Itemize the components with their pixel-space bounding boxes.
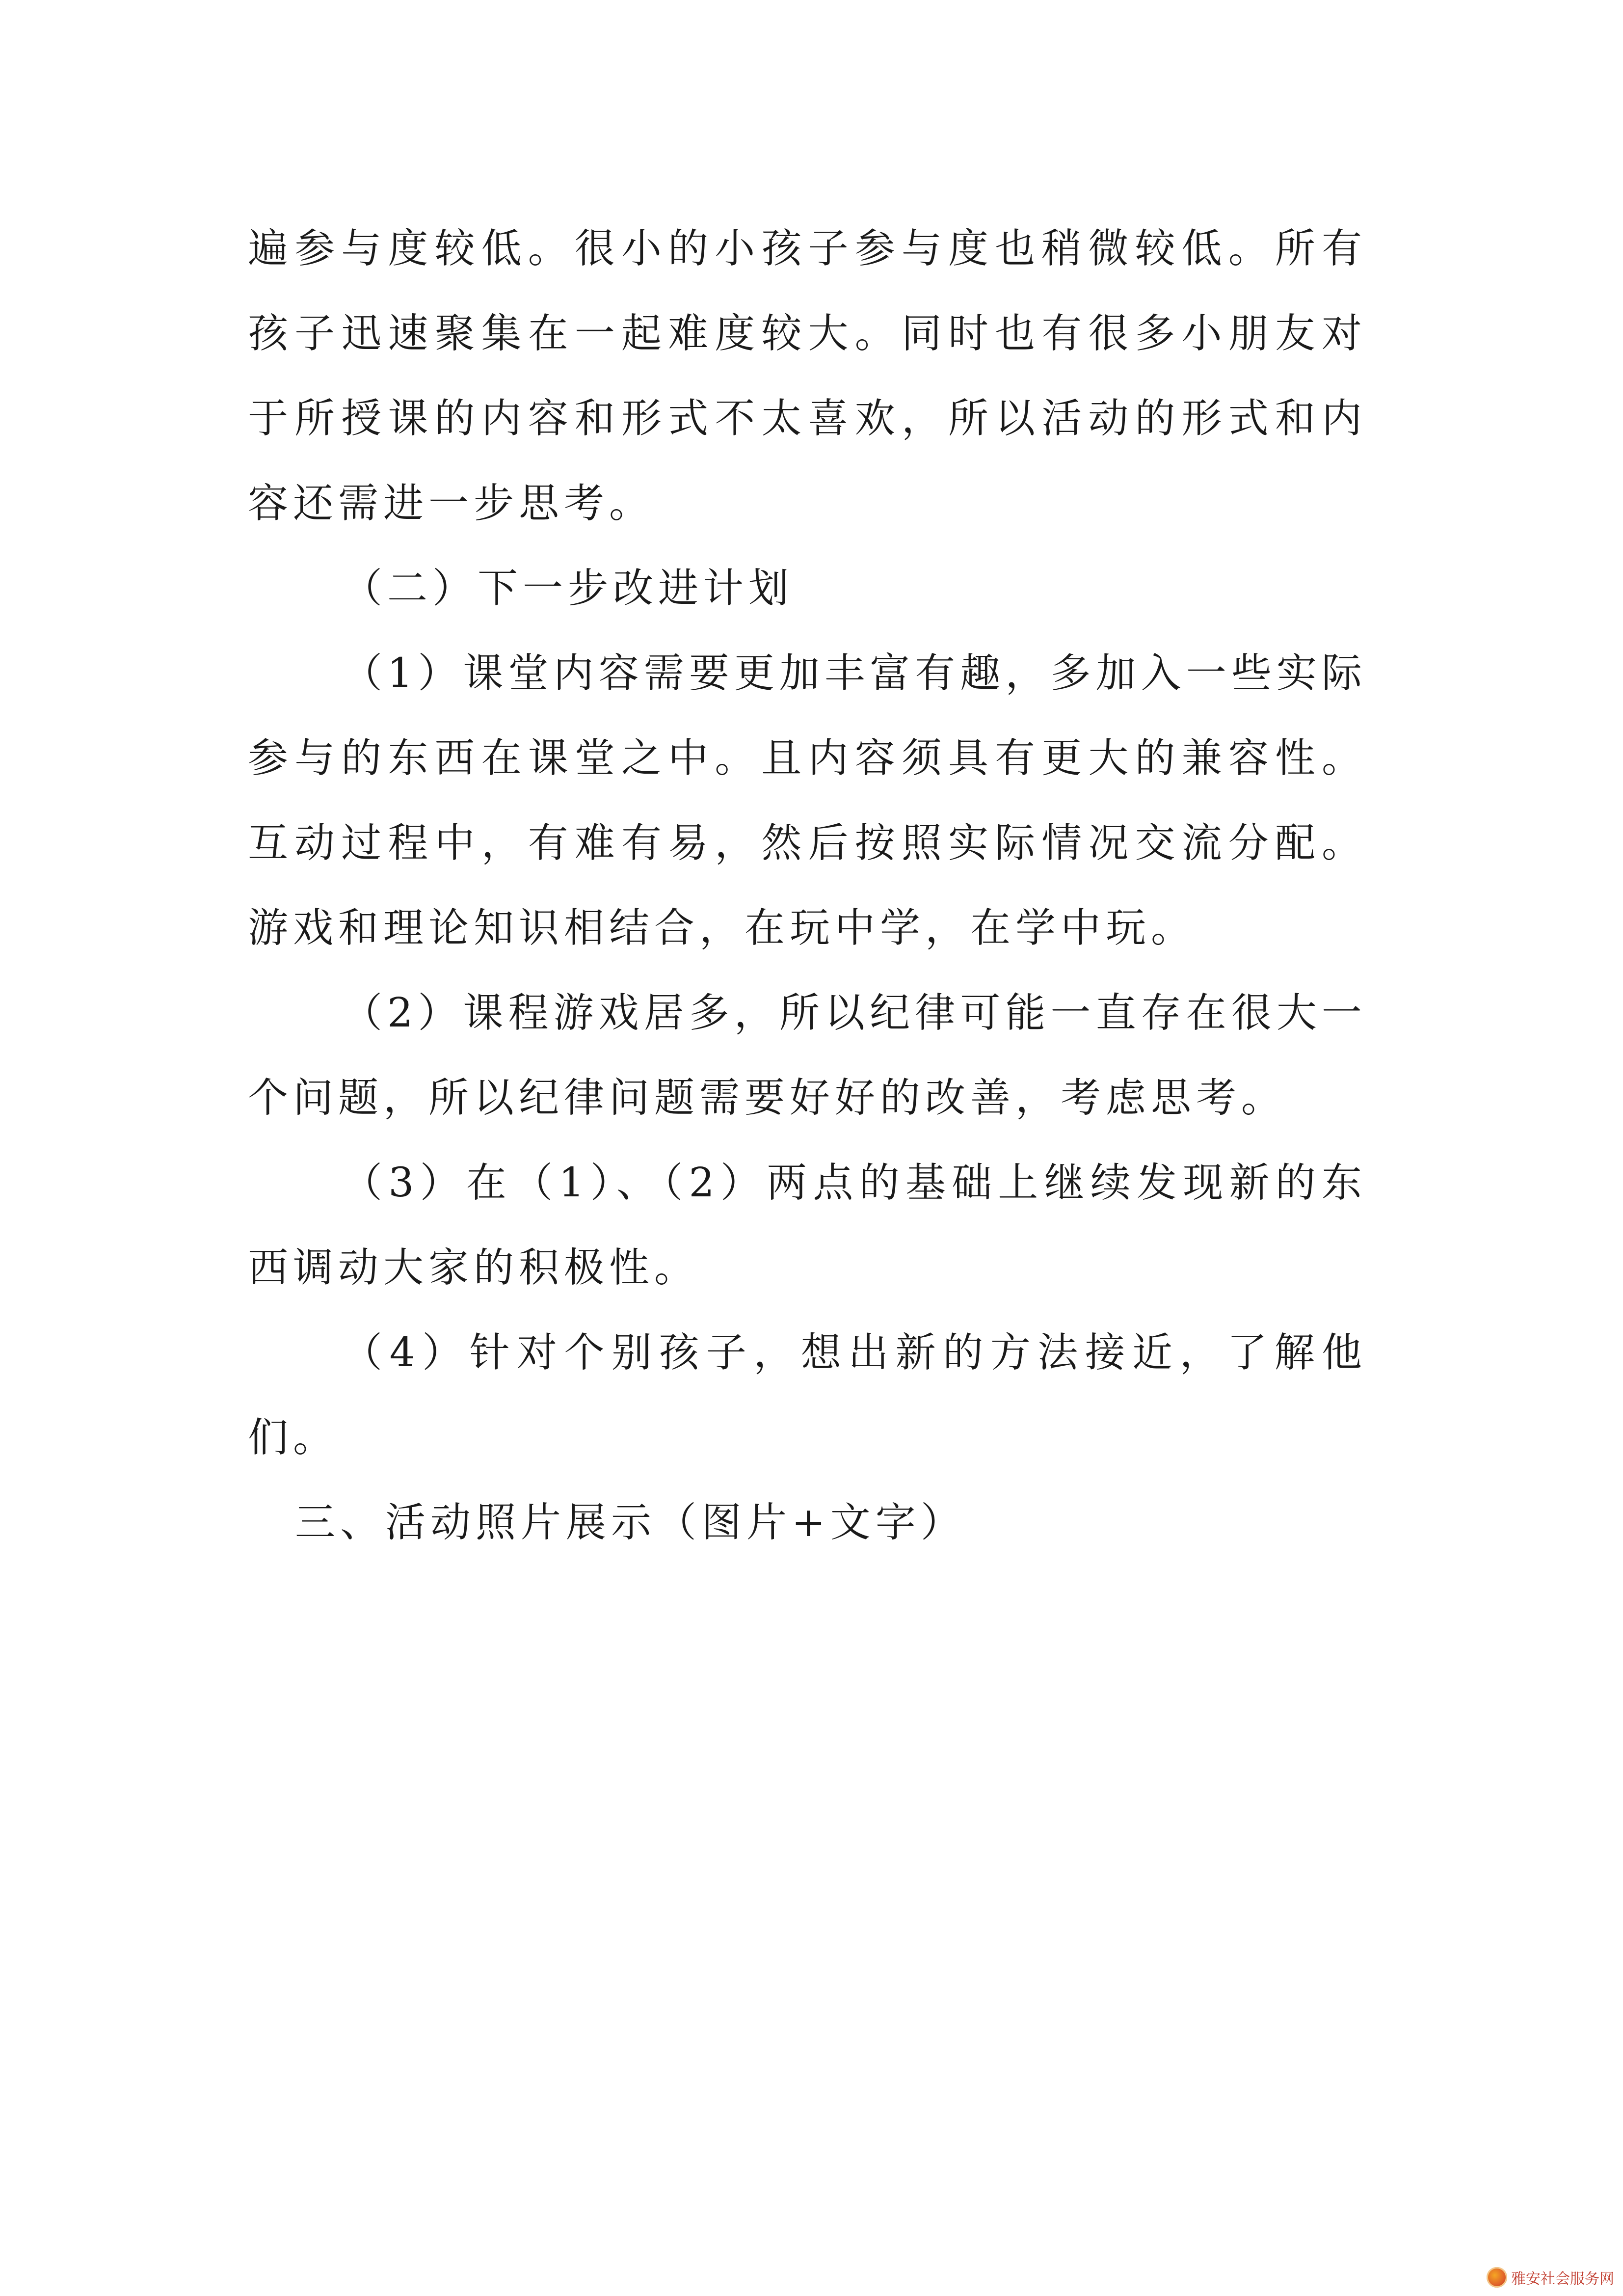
site-logo-icon — [1487, 2267, 1507, 2288]
document-body — [248, 206, 1367, 1565]
site-watermark — [1487, 2264, 1614, 2291]
plan-item-3: （3）在（1）、（2）两点的基础上继续发现新的东西调动大家的积极性。 — [248, 1160, 1367, 1291]
section-heading-photos: 三、活动照片展示（图片+文字） — [295, 1499, 966, 1546]
watermark-text: 雅安社会服务网 — [1511, 2270, 1614, 2288]
subheading-improvement-plan: （二）下一步改进计划 — [342, 565, 794, 612]
plan-item-1: （1）课堂内容需要更加丰富有趣，多加入一些实际参与的东西在课堂之中。且内容须具有更大的兼容性。互动过程中，有难有易，然后按照实际情况交流分配。游戏和理论知识相结合，在玩中学，在学中玩。 — [248, 650, 1367, 951]
paragraph-participation-issues: 遍参与度较低。很小的小孩子参与度也稍微较低。所有孩子迅速聚集在一起难度较大。同时也有很多小朋友对于所授课的内容和形式不太喜欢，所以活动的形式和内容还需进一步思考。 — [248, 225, 1367, 527]
plan-item-2: （2）课程游戏居多，所以纪律可能一直存在很大一个问题，所以纪律问题需要好好的改善，考虑思考。 — [248, 990, 1367, 1121]
plan-item-4: （4）针对个别孩子，想出新的方法接近，了解他们。 — [248, 1329, 1367, 1461]
